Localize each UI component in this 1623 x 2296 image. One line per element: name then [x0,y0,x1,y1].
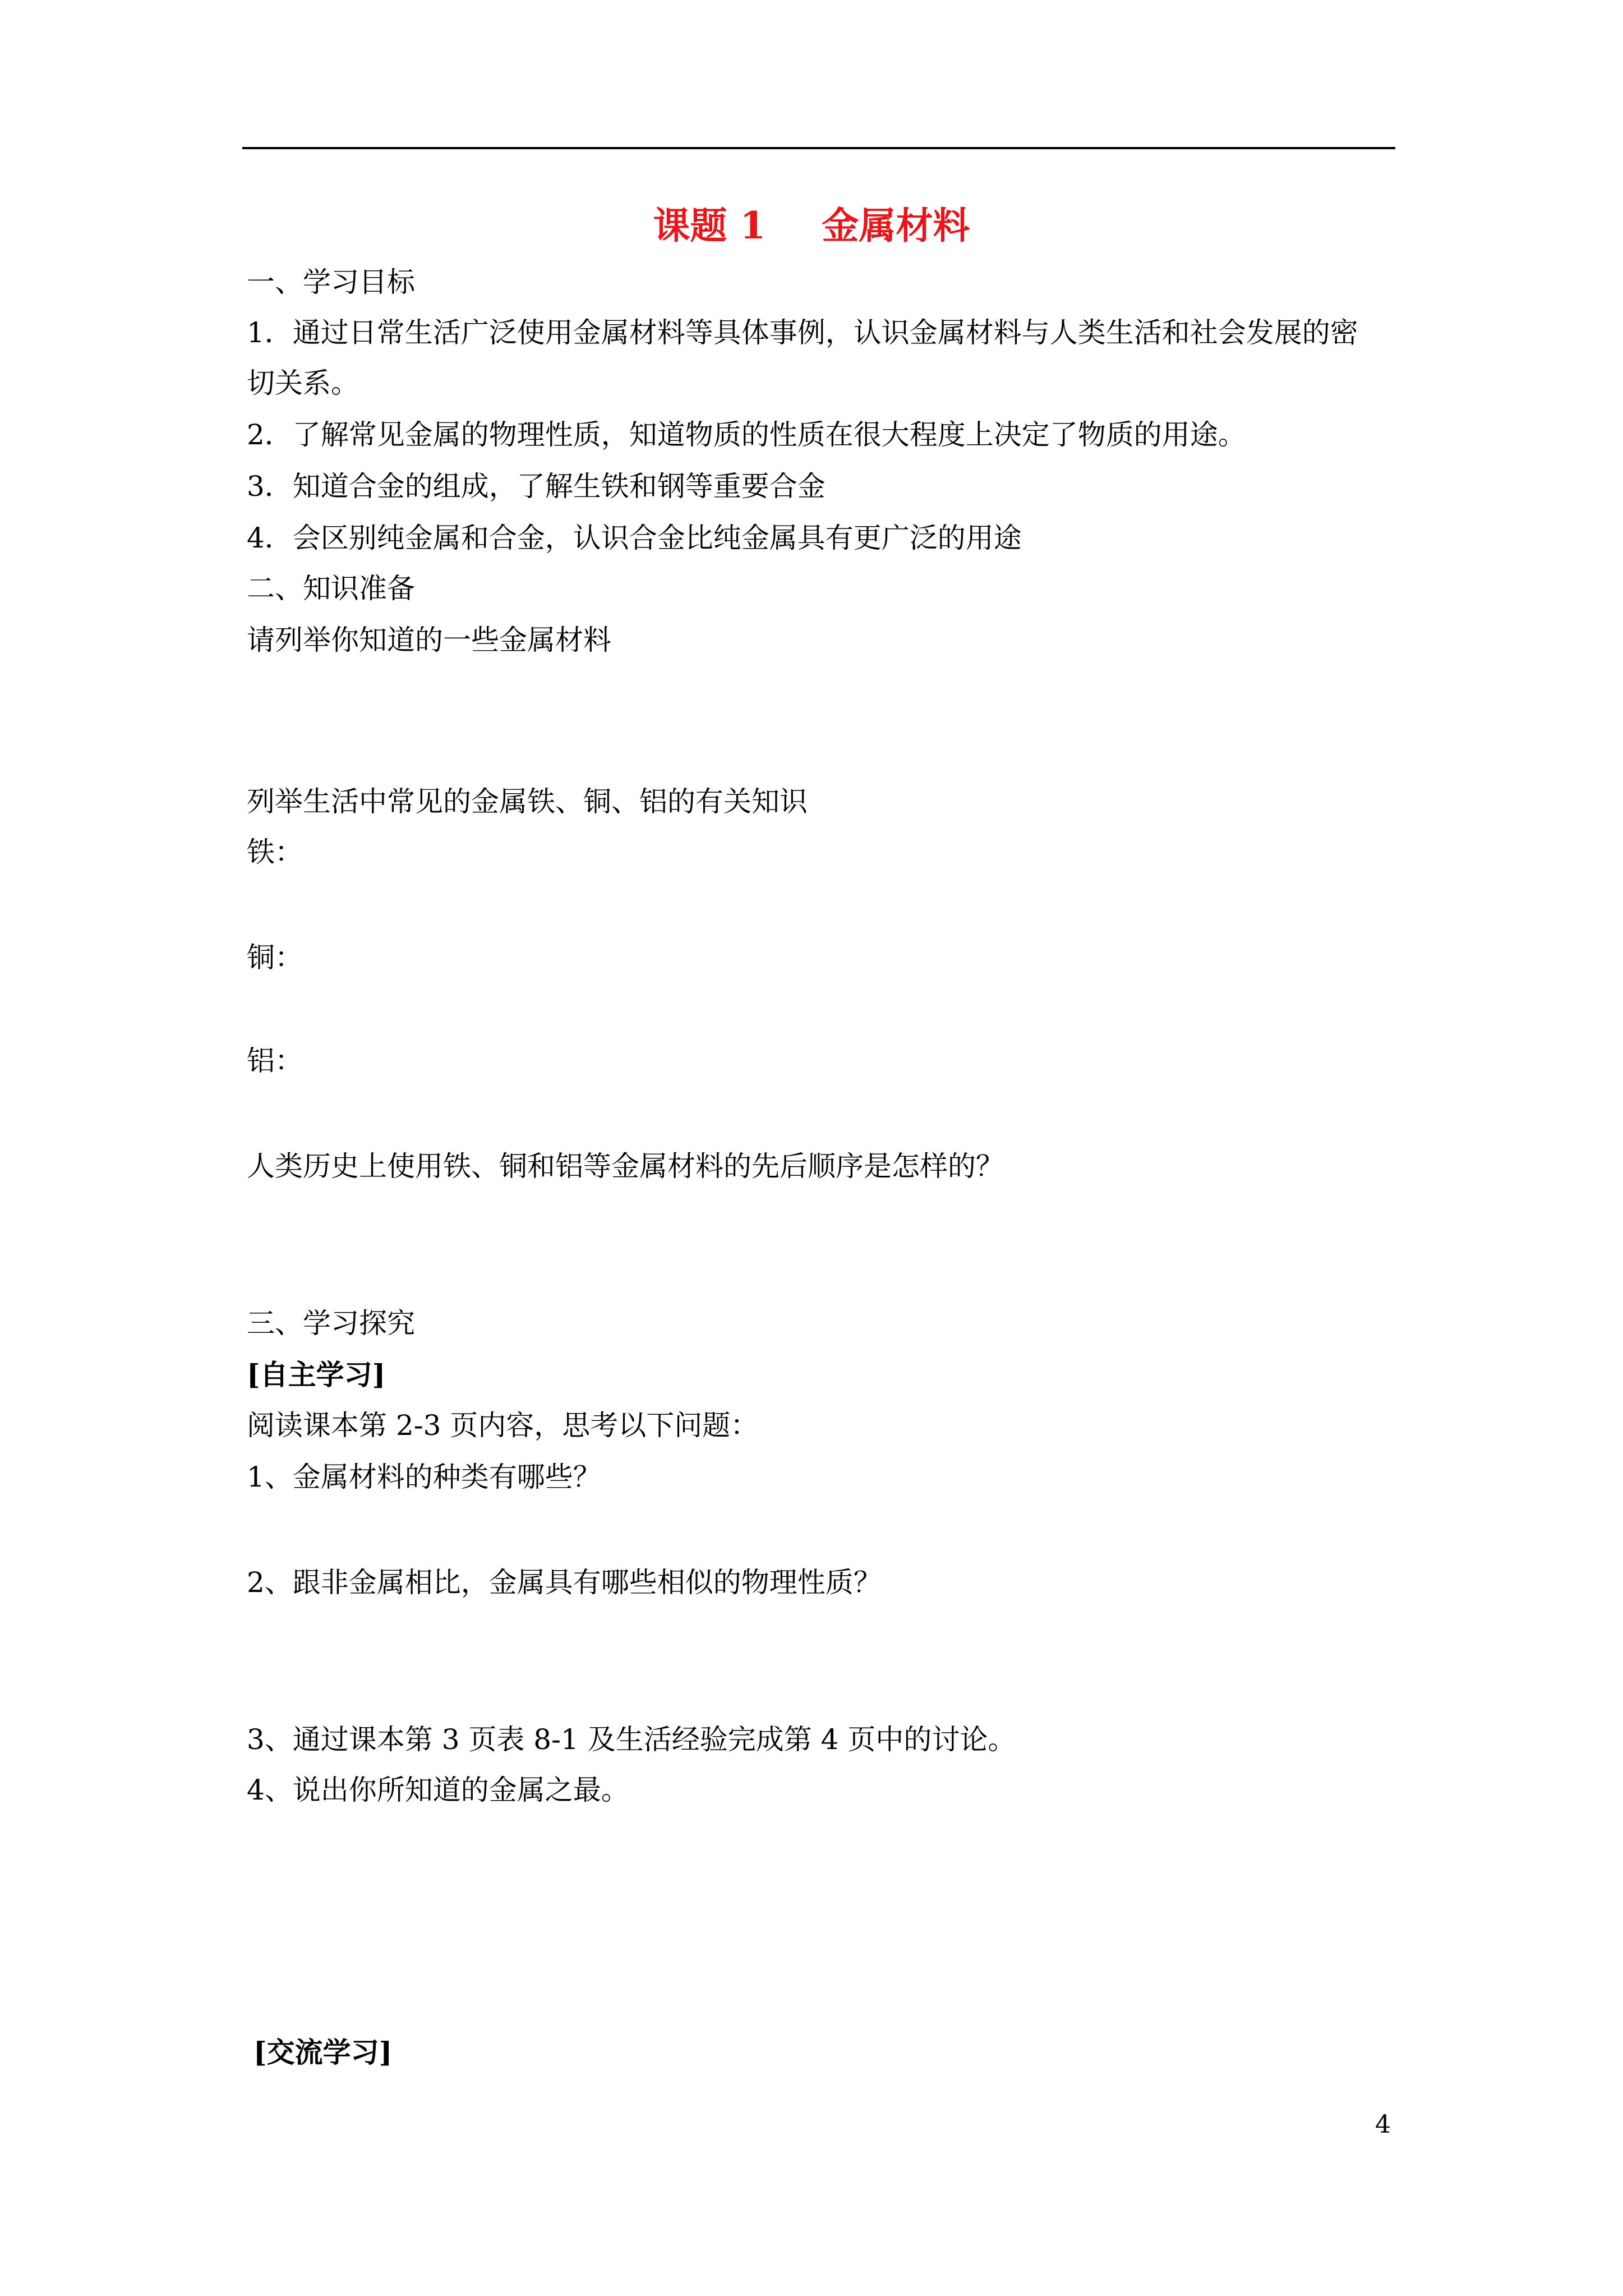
goal-1-line-1: 1．通过日常生活广泛使用金属材料等具体事例，认识金属材料与人类生活和社会发展的密 [247,316,1358,349]
self-study-heading: [自主学习] [247,1358,386,1391]
history-question: 人类历史上使用铁、铜和铝等金属材料的先后顺序是怎样的？ [247,1150,1004,1182]
title-part-2: 金属材料 [822,204,970,247]
exchange-study-heading: [交流学习] [253,2036,393,2069]
title-part-1: 课题 1 [653,204,766,247]
goal-1-line-2: 切关系。 [247,367,359,399]
section3-heading: 三、学习探究 [247,1307,415,1340]
question-4: 4、说出你所知道的金属之最。 [247,1774,629,1806]
copper-label: 铜： [247,941,303,974]
goal-2: 2．了解常见金属的物理性质，知道物质的性质在很大程度上决定了物质的用途。 [247,418,1246,451]
goal-3: 3．知道合金的组成，了解生铁和钢等重要合金 [247,470,826,503]
aluminum-label: 铝： [247,1045,303,1077]
header-rule [242,147,1395,149]
prep-prompt-2: 列举生活中常见的金属铁、铜、铝的有关知识 [247,785,808,818]
goal-4: 4．会区别纯金属和合金，认识合金比纯金属具有更广泛的用途 [247,522,1022,554]
reading-instruction: 阅读课本第 2-3 页内容，思考以下问题： [247,1409,759,1442]
question-1: 1、金属材料的种类有哪些？ [247,1461,601,1493]
section1-heading: 一、学习目标 [247,266,415,298]
prep-prompt-1: 请列举你知道的一些金属材料 [247,624,611,656]
section2-heading: 二、知识准备 [247,572,415,605]
question-3: 3、通过课本第 3 页表 8-1 及生活经验完成第 4 页中的讨论。 [247,1723,1016,1756]
iron-label: 铁： [247,836,303,868]
question-2: 2、跟非金属相比，金属具有哪些相似的物理性质？ [247,1566,882,1599]
page-number: 4 [1375,2110,1391,2139]
page-title [0,197,1623,254]
